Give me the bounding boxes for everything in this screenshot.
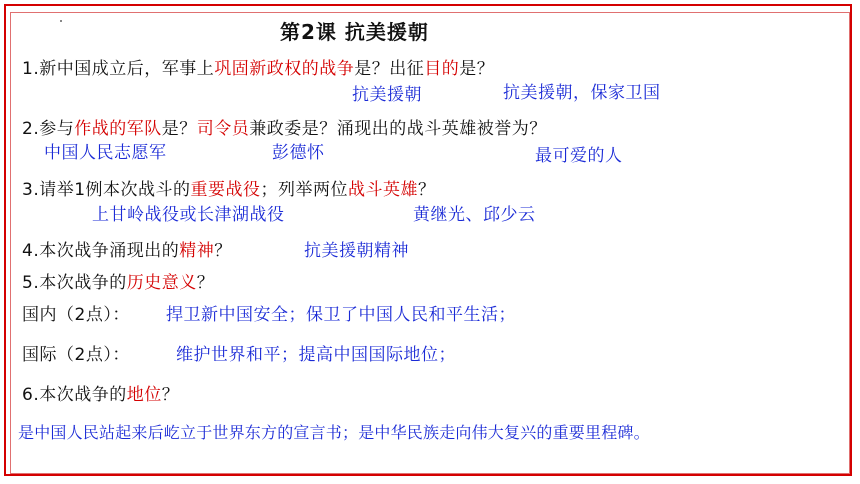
question-4: [22, 236, 232, 261]
q2-keyword-commander: 司令员: [196, 119, 250, 139]
question-1: [22, 54, 494, 79]
q3-keyword-battle: 重要战役: [190, 180, 261, 200]
domestic-answer: 捍卫新中国安全；保卫了中国人民和平生活；: [166, 305, 516, 325]
q3-keyword-heroes: 战斗英雄: [348, 180, 419, 200]
q6-keyword-status: 地位: [126, 385, 162, 405]
domestic-label: 国内（2点）：: [22, 305, 130, 325]
international-label: 国际（2点）：: [22, 345, 130, 365]
answer-6-status: 是中国人民站起来后屹立于世界东方的宣言书；是中华民族走向伟大复兴的重要里程碑。: [18, 423, 650, 442]
q5-keyword-significance: 历史意义: [126, 273, 197, 293]
q2-keyword-army: 作战的军队: [74, 119, 162, 139]
q4-text: 4.本次战争涌现出的: [22, 241, 180, 261]
q3-text-3: ？: [418, 180, 436, 200]
answer-2-army: 中国人民志愿军: [44, 143, 167, 163]
answer-4-spirit: 抗美援朝精神: [304, 241, 409, 261]
q1-text: 1.新中国成立后，军事上: [22, 59, 215, 79]
q3-text: 3.请举1例本次战斗的: [22, 180, 191, 200]
q3-text-2: ；列举两位: [260, 180, 349, 200]
q4-keyword-spirit: 精神: [179, 241, 215, 261]
answer-1-war: 抗美援朝: [352, 85, 422, 105]
question-5: [22, 268, 214, 293]
q2-text-3: 兼政委是？涌现出的战斗英雄被誉为？: [249, 119, 547, 139]
q1-text-3: 是？: [459, 59, 495, 79]
answer-2-heroes: 最可爱的人: [535, 146, 623, 166]
page-title: 第2课 抗美援朝: [280, 20, 429, 44]
q1-keyword-war: 巩固新政权的战争: [214, 59, 355, 79]
international-answer: 维护世界和平；提高中国国际地位；: [176, 345, 456, 365]
speck: [60, 20, 62, 22]
answer-3-battle: 上甘岭战役或长津湖战役: [92, 205, 285, 225]
q6-text-2: ？: [161, 385, 180, 405]
q1-text-2: 是？出征: [354, 59, 425, 79]
question-3: [22, 175, 436, 200]
q2-text-2: 是？: [161, 119, 197, 139]
q5-text: 5.本次战争的: [22, 273, 127, 293]
answer-2-commander: 彭德怀: [272, 143, 325, 163]
question-2: [22, 114, 547, 139]
q4-text-2: ？: [214, 241, 232, 261]
answer-3-heroes: 黄继光、邱少云: [413, 205, 536, 225]
q5-text-2: ？: [196, 273, 215, 293]
answer-1-purpose: 抗美援朝，保家卫国: [503, 83, 661, 103]
q2-text: 2.参与: [22, 119, 75, 139]
q1-keyword-purpose: 目的: [424, 59, 460, 79]
q6-text: 6.本次战争的: [22, 385, 127, 405]
question-6: [22, 380, 179, 405]
